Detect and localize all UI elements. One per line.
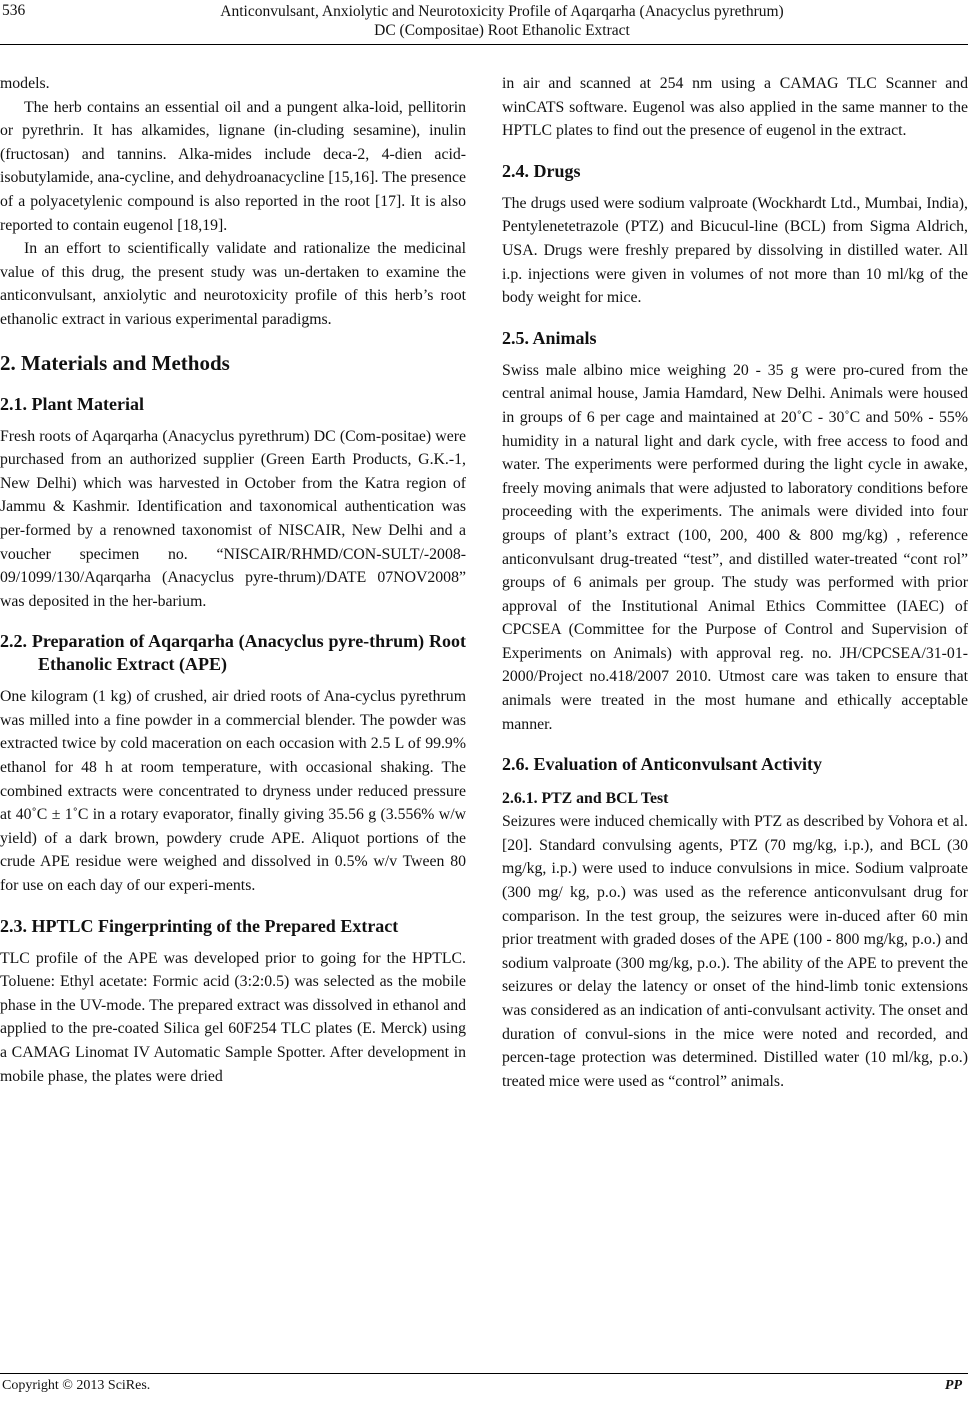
heading-evaluation: 2.6. Evaluation of Anticonvulsant Activity bbox=[502, 754, 823, 775]
paragraph-herb: The herb contains an essential oil and a pungent alka-loid, pellitorin or pyrethrin. It has alkamides, lignane (in-cluding sesamine), inulin (fructosan) and tannins. Alka-mides include deca-2, 4-dien acid-isobutylamide, ana-cycline, and dehydroanacycline [15,16]. The presence of a polyacetylenic compound is also reported in the root [17]. It is also reported to contain eugenol [18,19]. bbox=[0, 98, 466, 234]
copyright-notice: Copyright © 2013 SciRes. bbox=[2, 1378, 151, 1393]
running-title bbox=[36, 2, 968, 40]
paragraph-ptz: Seizures were induced chemically with PTZ as described by Vohora et al. [20]. Standard convulsing agents, PTZ (70 mg/kg, i.p.), and BCL (30 mg/kg, i.p.) were used to induce convulsions in mice. Sodium valproate (300 mg/ kg, p.o.) was used as the reference anticonvulsant drug for comparison. In the test group, the seizures were in-duced after 60 min prior treatment with graded doses of the APE (100 - 800 mg/kg, p.o.) and sodium valproate (300 mg/kg, p.o.). The ability of the APE to prevent the seizures or delay the latency or onset of the hind-limb tonic extensions was considered as an indication of anti-convulsant activity. The onset and duration of convul-sions in the mice were noted and recorded, and percen-tage protection was determined. Distilled water (10 ml/kg, p.o.) treated mice were used as “control” animals. bbox=[502, 813, 968, 1090]
header-rule bbox=[0, 44, 968, 45]
journal-abbreviation: PP bbox=[944, 1378, 962, 1393]
heading-drugs: 2.4. Drugs bbox=[502, 160, 581, 181]
left-column bbox=[0, 72, 466, 1088]
right-column bbox=[502, 72, 968, 1093]
paragraph-drugs: The drugs used were sodium valproate (Wockhardt Ltd., Mumbai, India), Pentylenetetrazole (PTZ) and Bicucul-line (BCL) from Sigma Aldrich, USA. Drugs were freshly prepared by dissolving in distilled water. All i.p. injections were given in volumes of not more than 10 ml/kg of the body weight for mice. bbox=[502, 194, 968, 307]
paragraph-animals: Swiss male albino mice weighing 20 - 35 g were pro-cured from the central animal house, Jamia Hamdard, New Delhi. Animals were housed in groups of 6 per cage and maintained at 20˚C - 30˚C and 50% - 55% humidity in a natural light and dark cycle, with free access to food and water. The experiments were performed during the light cycle in awake, freely moving animals that were adjusted to laboratory conditions before proceeding with the experiments. The animals were divided into four groups of plant’s extract (100, 200, 400 & 800 mg/kg) , reference anticonvulsant drug-treated “test”, and distilled water-treated “cont rol” groups of 6 animals per group. The study was performed with prior approval of the Institutional Animal Ethics Committee (IAEC) of CPCSEA (Committee for the Purpose of Control and Supervision of Experiments on Animals) with approval reg. no. JH/CPCSEA/31-01-2000/Project no.418/2007 2010. Utmost care was taken to ensure that animals were treated in the most humane and ethically acceptable manner. bbox=[502, 361, 968, 733]
paragraph-scan: in air and scanned at 254 nm using a CAMAG TLC Scanner and winCATS software. Eugenol was also applied in the same manner to the HPTLC plates to find out the presence of eugenol in the extract. bbox=[502, 75, 968, 140]
paragraph-models: models. bbox=[0, 75, 50, 92]
heading-animals: 2.5. Animals bbox=[502, 327, 597, 348]
heading-hptlc: 2.3. HPTLC Fingerprinting of the Prepared Extract bbox=[0, 915, 399, 936]
page-header bbox=[0, 0, 968, 50]
paragraph-preparation: One kilogram (1 kg) of crushed, air dried roots of Ana-cyclus pyrethrum was milled into a fine powder in a commercial blender. The powder was extracted twice by cold maceration on each occasion with 2.5 L of 99.9% ethanol for 48 h at room temperature, with occasional shaking. The combined extracts were concentrated to dryness under reduced pressure at 40˚C ± 1˚C in a rotary evaporator, finally giving 35.56 g (3.556% w/w yield) of a dark brown, powdery crude APE. Aliquot portions of the crude APE residue were weighed and dissolved in 0.5% w/v Tween 80 for use on each day of our experi-ments. bbox=[0, 688, 466, 895]
paragraph-plant: Fresh roots of Aqarqarha (Anacyclus pyrethrum) DC (Com-positae) were purchased from an authorized supplier (Green Earth Products, G.K.-1, New Delhi) which was harvested in October from the Katra region of Jammu & Kashmir. Identification and taxonomical authentication was per-formed by a renowned taxonomist of NISCAIR, New Delhi and a voucher specimen no. “NISCAIR/RHMD/CON-SULT/-2008-09/1099/130/Aqarqarha (Anacyclus pyre-thrum)/DATE 07NOV2008” was deposited in the her-barium. bbox=[0, 427, 466, 610]
heading-plant-material: 2.1. Plant Material bbox=[0, 393, 144, 414]
paragraph-hptlc: TLC profile of the APE was developed prior to going for the HPTLC. Toluene: Ethyl acetate: Formic acid (3:2:0.5) was selected as the mobile phase in the UV-mode. The prepared extract was dissolved in ethanol and applied to the pre-coated Silica gel 60F254 TLC plates (E. Merck) using a CAMAG Linomat IV Automatic Sample Spotter. After development in mobile phase, the plates were dried bbox=[0, 949, 466, 1085]
footer-rule bbox=[0, 1373, 968, 1374]
heading-materials-methods: 2. Materials and Methods bbox=[0, 350, 230, 375]
paragraph-effort: In an effort to scientifically validate and rationalize the medicinal value of this drug, the present study was un-dertaken to examine the anticonvulsant, anxiolytic and neurotoxicity profile of this herb’s root ethanolic extract in various experimental paradigms. bbox=[0, 240, 466, 328]
running-title-line2: DC (Compositae) Root Ethanolic Extract bbox=[374, 22, 630, 39]
heading-ptz-bcl: 2.6.1. PTZ and BCL Test bbox=[502, 790, 669, 808]
heading-preparation: 2.2. Preparation of Aqarqarha (Anacyclus pyre-thrum) Root Ethanolic Extract (APE) bbox=[0, 631, 466, 675]
running-title-line1: Anticonvulsant, Anxiolytic and Neurotoxicity Profile of Aqarqarha (Anacyclus pyrethrum) bbox=[220, 3, 784, 20]
page-number: 536 bbox=[2, 2, 26, 19]
